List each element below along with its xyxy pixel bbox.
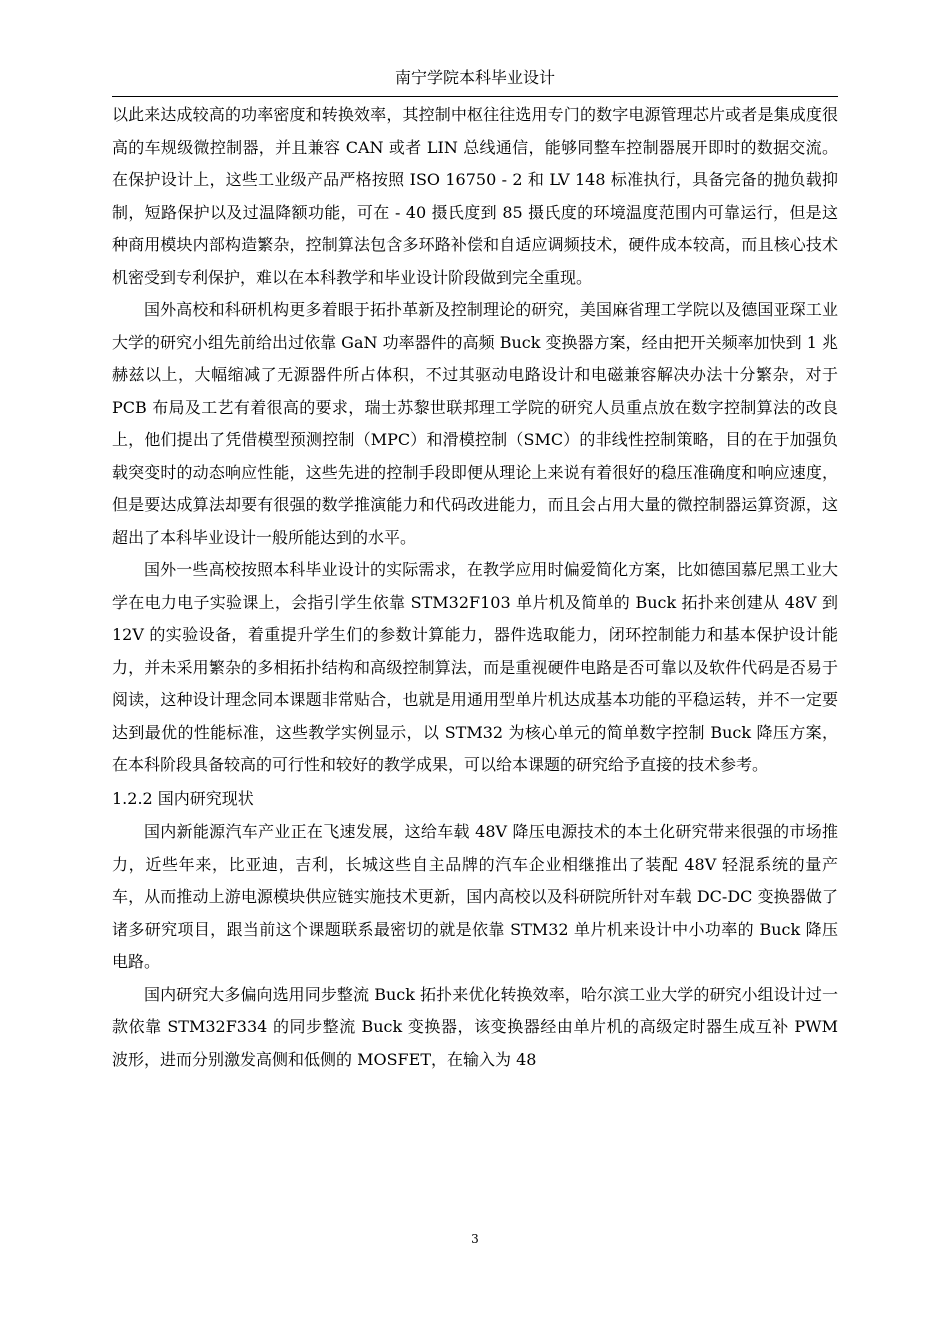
page-header-title: 南宁学院本科毕业设计: [394, 68, 555, 87]
body-paragraph-3: 国外一些高校按照本科毕业设计的实际需求，在教学应用时偏爱简化方案，比如德国慕尼黑工业大学在电力电子实验课上，会指引学生依靠 STM32F103 单片机及简单的 Buck 拓扑来创建从 48V 到 12V 的实验设备，着重提升学生们的参数计算能力，器件选取能力，闭环控制能力和基本保护设计能力，并未采用繁杂的多相拓扑结构和高级控制算法，而是重视硬件电路是否可靠以及软件代码是否易于阅读，这种设计理念同本课题非常贴合，也就是用通用型单片机达成基本功能的平稳运转，并不一定要达到最优的性能标准，这些教学实例显示，以 STM32 为核心单元的简单数字控制 Buck 降压方案，在本科阶段具备较高的可行性和较好的教学成果，可以给本课题的研究给予直接的技术参考。: [112, 560, 838, 774]
body-paragraph-2: 国外高校和科研机构更多着眼于拓扑革新及控制理论的研究，美国麻省理工学院以及德国亚琛工业大学的研究小组先前给出过依靠 GaN 功率器件的高频 Buck 变换器方案，经由把开关频率加快到 1 兆赫兹以上，大幅缩减了无源器件所占体积，不过其驱动电路设计和电磁兼容解决办法十分繁杂，对于 PCB 布局及工艺有着很高的要求，瑞士苏黎世联邦理工学院的研究人员重点放在数字控制算法的改良上，他们提出了凭借模型预测控制（MPC）和滑模控制（SMC）的非线性控制策略，目的在于加强负载突变时的动态响应性能，这些先进的控制手段即便从理论上来说有着很好的稳压准确度和响应速度，但是要达成算法却要有很强的数学推演能力和代码改进能力，而且会占用大量的微控制器运算资源，这超出了本科毕业设计一般所能达到的水平。: [112, 300, 838, 547]
page-number: 3: [471, 1232, 479, 1246]
body-paragraph-5: 国内研究大多偏向选用同步整流 Buck 拓扑来优化转换效率，哈尔滨工业大学的研究小组设计过一款依靠 STM32F334 的同步整流 Buck 变换器，该变换器经由单片机的高级定时器生成互补 PWM 波形，进而分别激发高侧和低侧的 MOSFET，在输入为 48: [112, 984, 838, 1069]
header-divider: [112, 96, 838, 97]
page-body: [112, 99, 838, 1076]
body-paragraph-4: 国内新能源汽车产业正在飞速发展，这给车载 48V 降压电源技术的本土化研究带来很强的市场推力，近些年来，比亚迪，吉利，长城这些自主品牌的汽车企业相继推出了装配 48V 轻混系统的量产车，从而推动上游电源模块供应链实施技术更新，国内高校以及科研院所针对车载 DC-DC 变换器做了诸多研究项目，跟当前这个课题联系最密切的就是依靠 STM32 单片机来设计中小功率的 Buck 降压电路。: [112, 822, 838, 971]
section-heading: 1.2.2 国内研究现状: [112, 788, 254, 808]
body-paragraph-1: 以此来达成较高的功率密度和转换效率，其控制中枢往往选用专门的数字电源管理芯片或者是集成度很高的车规级微控制器，并且兼容 CAN 或者 LIN 总线通信，能够同整车控制器展开即时的数据交流。在保护设计上，这些工业级产品严格按照 ISO 16750 - 2 和 LV 148 标准执行，具备完备的抛负载抑制，短路保护以及过温降额功能，可在 - 40 摄氏度到 85 摄氏度的环境温度范围内可靠运行，但是这种商用模块内部构造繁杂，控制算法包含多环路补偿和自适应调频技术，硬件成本较高，而且核心技术机密受到专利保护，难以在本科教学和毕业设计阶段做到完全重现。: [112, 105, 838, 287]
